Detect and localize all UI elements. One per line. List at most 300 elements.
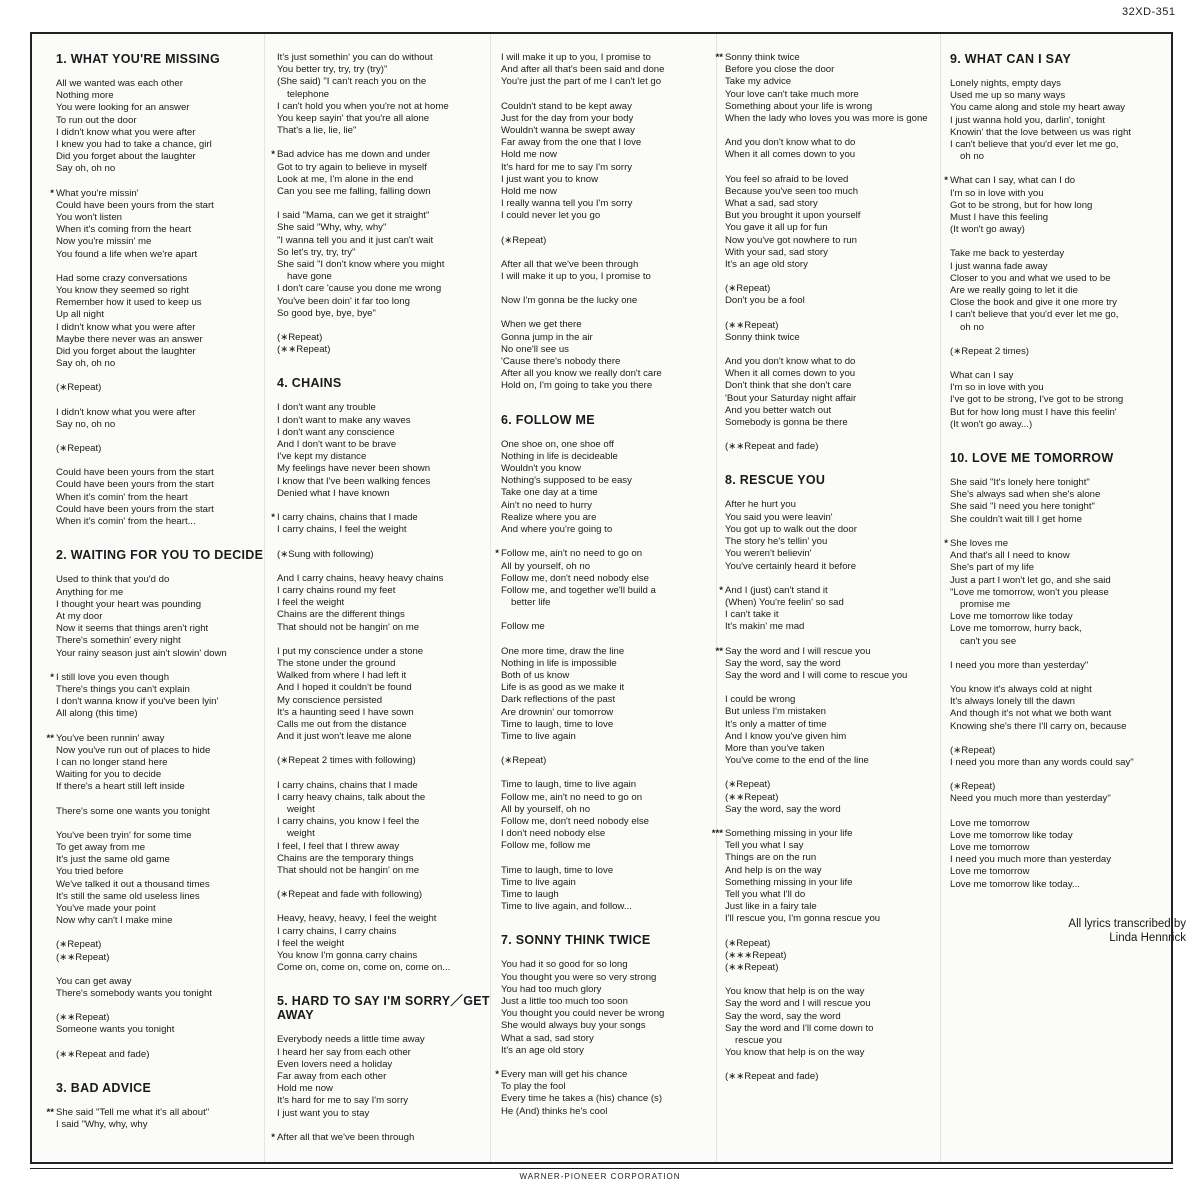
lyric-text: I didn't know what you were after xyxy=(56,126,196,138)
lyric-line xyxy=(56,407,276,419)
lyric-line xyxy=(715,645,945,658)
lyric-text: You're just the part of me I can't let go xyxy=(501,76,662,88)
lyric-text: And I don't want to be brave xyxy=(277,439,397,451)
lyric-line xyxy=(725,380,945,392)
lyric-text: To get away from me xyxy=(56,841,146,853)
lyric-line xyxy=(277,913,497,925)
lyric-text: Just a little too much too soon xyxy=(501,995,628,1007)
stanza-break xyxy=(56,395,276,407)
lyric-line xyxy=(950,200,1170,212)
lyric-line xyxy=(56,224,276,236)
lyric-line xyxy=(501,332,721,344)
lyric-line xyxy=(725,792,945,804)
lyric-line xyxy=(725,852,945,864)
lyric-text: You were looking for an answer xyxy=(56,102,190,114)
lyric-line xyxy=(944,537,1170,550)
lyric-line xyxy=(56,976,276,988)
lyric-text: When it's comin' from the heart xyxy=(56,491,188,503)
lyric-line xyxy=(277,76,497,88)
lyric-text: Before you close the door xyxy=(725,64,835,76)
lyric-text: I need you more than any words could say" xyxy=(950,756,1134,768)
lyric-text: After he hurt you xyxy=(725,499,796,511)
lyric-text: What can I say, what can I do xyxy=(950,175,1076,187)
lyric-line xyxy=(277,938,497,950)
lyric-line xyxy=(277,719,497,731)
lyric-text: Waiting for you to decide xyxy=(56,769,162,781)
lyric-text: I carry chains, I feel the weight xyxy=(277,524,407,536)
lyric-line xyxy=(950,745,1170,757)
lyric-line xyxy=(56,346,276,358)
lyric-text: Everybody needs a little time away xyxy=(277,1034,425,1046)
lyric-line xyxy=(277,1071,497,1083)
stanza-break xyxy=(277,901,497,913)
lyric-text: It's always lonely till the dawn xyxy=(950,696,1076,708)
lyric-text: (∗∗Repeat and fade) xyxy=(56,1048,150,1060)
lyric-line xyxy=(56,648,276,660)
lyric-text: I don't need nobody else xyxy=(501,828,606,840)
lyric-text: Every time he takes a (his) chance (s) xyxy=(501,1093,663,1105)
lyric-text: Things are on the run xyxy=(725,852,817,864)
lyric-text: Nothing's supposed to be easy xyxy=(501,475,632,487)
song-title: 2. WAITING FOR YOU TO DECIDE xyxy=(56,548,264,563)
lyric-line xyxy=(501,380,721,392)
lyric-line xyxy=(501,865,721,877)
lyric-text: I'm so in love with you xyxy=(950,382,1044,394)
lyric-text: Say the word, say the word xyxy=(725,803,841,815)
lyric-line xyxy=(725,1023,945,1035)
lyric-line xyxy=(501,1093,721,1105)
lyric-line xyxy=(56,249,276,261)
lyric-line xyxy=(56,988,276,1000)
lyric-line xyxy=(277,1059,497,1071)
lyric-text: It's makin' me mad xyxy=(725,621,805,633)
lyric-text: I carry chains, you know I feel the xyxy=(277,816,420,828)
lyric-text: I carry chains, chains that I made xyxy=(277,512,418,524)
stanza-break xyxy=(725,926,945,938)
repeat-marker: *** xyxy=(711,827,723,839)
section-spacer xyxy=(277,356,497,376)
lyric-text: Ain't no need to hurry xyxy=(501,499,592,511)
lyric-line xyxy=(501,731,721,743)
stanza-break xyxy=(501,283,721,295)
lyric-text: I don't care 'cause you done me wrong xyxy=(277,283,442,295)
lyric-text: I could never let you go xyxy=(501,210,601,222)
lyric-text: (∗∗Repeat) xyxy=(56,951,110,963)
lyric-text: Life is as good as we make it xyxy=(501,682,625,694)
lyric-line xyxy=(56,903,276,915)
lyric-line xyxy=(277,52,497,64)
lyric-text: (∗∗Repeat) xyxy=(277,344,331,356)
lyric-text: And you better watch out xyxy=(725,404,832,416)
lyric-line xyxy=(501,1020,721,1032)
lyric-line xyxy=(56,309,276,321)
lyric-text: You said you were leavin' xyxy=(725,511,833,523)
lyric-line xyxy=(277,308,497,320)
lyric-text: Every man will get his chance xyxy=(501,1069,628,1080)
lyric-text: have gone xyxy=(287,271,332,283)
section-spacer xyxy=(56,1061,276,1081)
lyric-line xyxy=(56,854,276,866)
lyric-line xyxy=(277,1034,497,1046)
lyric-text: Come on, come on, come on, come on... xyxy=(277,962,451,974)
stanza-break xyxy=(725,573,945,585)
lyric-text: When we get there xyxy=(501,319,582,331)
lyric-text: (∗Repeat) xyxy=(56,443,102,455)
lyric-line xyxy=(56,574,276,586)
lyric-text: At my door xyxy=(56,610,103,622)
lyric-text: There's somebody wants you tonight xyxy=(56,987,212,999)
lyric-text: Just like in a fairy tale xyxy=(725,901,817,913)
lyric-text: "Love me tomorrow, won't you please xyxy=(950,586,1109,598)
lyric-line xyxy=(277,585,497,597)
lyric-line xyxy=(950,623,1170,635)
stanza-break xyxy=(950,358,1170,370)
lyric-line xyxy=(725,222,945,234)
lyric-text: I just wanna fade away xyxy=(950,260,1048,272)
lyric-line xyxy=(56,479,276,491)
lyric-line xyxy=(725,755,945,767)
lyric-text: I've got to be strong, I've got to be strong xyxy=(950,394,1124,406)
lyric-line xyxy=(725,731,945,743)
lyric-line xyxy=(501,295,721,307)
lyric-line xyxy=(725,950,945,962)
lyric-line xyxy=(950,501,1170,513)
lyric-text: Hold me now xyxy=(277,1083,333,1095)
lyric-line xyxy=(725,356,945,368)
lyric-line xyxy=(277,950,497,962)
stanza-break xyxy=(725,271,945,283)
lyric-text: (∗∗Repeat) xyxy=(725,791,779,803)
song-title: 5. HARD TO SAY I'M SORRY／GET AWAY xyxy=(277,994,490,1023)
lyric-line xyxy=(501,125,721,137)
lyric-text: (∗Sung with following) xyxy=(277,548,374,560)
lyric-text: When it all comes down to you xyxy=(725,149,856,161)
lyric-line xyxy=(501,658,721,670)
lyric-text: It's just the same old game xyxy=(56,854,170,866)
lyric-text: I carry chains, chains that I made xyxy=(277,779,418,791)
lyric-line xyxy=(277,283,497,295)
lyric-line xyxy=(56,516,276,528)
stanza-break xyxy=(950,806,1170,818)
lyric-text: Chains are the different things xyxy=(277,609,405,621)
lyric-text: Tell you what I say xyxy=(725,840,804,852)
lyric-text: (When) You're feelin' so sad xyxy=(725,596,844,608)
lyric-text: You came along and stole my heart away xyxy=(950,102,1126,114)
lyric-text: Don't think that she don't care xyxy=(725,380,852,392)
lyric-line xyxy=(950,309,1170,321)
lyric-line xyxy=(56,587,276,599)
stanza-break xyxy=(56,1000,276,1012)
lyric-line xyxy=(501,996,721,1008)
lyric-line xyxy=(277,707,497,719)
publisher-footer: WARNER-PIONEER CORPORATION xyxy=(519,1172,681,1181)
lyric-line xyxy=(277,841,497,853)
lyrics-column-3 xyxy=(495,52,721,1118)
lyric-text: (∗∗Repeat) xyxy=(725,961,779,973)
repeat-marker: * xyxy=(495,1069,499,1080)
lyric-line xyxy=(950,818,1170,830)
lyric-line xyxy=(56,467,276,479)
repeat-marker: * xyxy=(495,548,499,560)
lyric-text: My conscience persisted xyxy=(277,694,383,706)
lyric-text: That should not be hangin' on me xyxy=(277,621,420,633)
repeat-marker: * xyxy=(271,1131,275,1143)
lyric-text: Sonny think twice xyxy=(725,331,800,343)
lyric-text: Love me tomorrow like today... xyxy=(950,878,1080,890)
lyric-line xyxy=(725,986,945,998)
lyric-text: Say no, oh no xyxy=(56,418,116,430)
section-spacer xyxy=(501,913,721,933)
lyric-line xyxy=(725,719,945,731)
lyric-line xyxy=(725,694,945,706)
lyric-text: I know that I've been walking fences xyxy=(277,475,431,487)
lyric-line xyxy=(495,1069,721,1081)
lyric-text: I can no longer stand here xyxy=(56,756,168,768)
lyric-text: I thought your heart was pounding xyxy=(56,598,202,610)
lyric-text: More than you've taken xyxy=(725,742,825,754)
stanza-break xyxy=(501,743,721,755)
lyric-line xyxy=(725,210,945,222)
credit-name: Linda Hennrick xyxy=(1109,932,1186,944)
lyric-text: (∗∗Repeat and fade) xyxy=(725,441,819,453)
lyric-line xyxy=(277,962,497,974)
lyric-line xyxy=(277,259,497,271)
lyric-line xyxy=(725,247,945,259)
lyric-line xyxy=(501,463,721,475)
lyric-text: Had some crazy conversations xyxy=(56,272,188,284)
lyric-text: You gave it all up for fun xyxy=(725,222,828,234)
lyric-text: Follow me xyxy=(501,621,545,633)
lyric-text: Follow me, don't need nobody else xyxy=(501,572,649,584)
repeat-marker: ** xyxy=(46,1106,54,1118)
lyric-line xyxy=(501,621,721,633)
lyric-line xyxy=(725,548,945,560)
stanza-break xyxy=(277,320,497,332)
lyric-text: Did you forget about the laughter xyxy=(56,346,196,358)
lyric-line xyxy=(725,512,945,524)
lyric-text: Look at me, I'm alone in the end xyxy=(277,173,414,185)
lyric-line xyxy=(950,696,1170,708)
lyric-text: Close the book and give it one more try xyxy=(950,297,1117,309)
lyric-text: Hold me now xyxy=(501,149,557,161)
lyric-line xyxy=(501,1045,721,1057)
lyric-text: And it just won't leave me alone xyxy=(277,731,412,743)
lyric-line xyxy=(950,599,1170,611)
lyric-text: (It won't go away...) xyxy=(950,418,1033,430)
stanza-break xyxy=(277,500,497,512)
lyric-text: Just for the day from your body xyxy=(501,112,634,124)
lyric-text: Did you forget about the laughter xyxy=(56,151,196,163)
lyric-line xyxy=(725,877,945,889)
lyric-line xyxy=(277,926,497,938)
lyric-line xyxy=(277,186,497,198)
lyric-line xyxy=(501,901,721,913)
lyric-text: I didn't know what you were after xyxy=(56,406,196,418)
lyric-text: Say the word and I will rescue you xyxy=(725,645,871,657)
lyric-line xyxy=(501,719,721,731)
lyric-line xyxy=(725,743,945,755)
lyric-text: Time to laugh xyxy=(501,888,559,900)
repeat-marker: ** xyxy=(46,732,54,744)
lyric-text: She said "It's lonely here tonight" xyxy=(950,477,1090,489)
lyric-line xyxy=(725,64,945,76)
lyric-text: Could have been yours from the start xyxy=(56,199,214,211)
lyric-line xyxy=(50,187,276,200)
lyric-text: I put my conscience under a stone xyxy=(277,645,424,657)
lyric-line xyxy=(711,827,945,840)
lyric-line xyxy=(501,235,721,247)
repeat-marker: * xyxy=(719,584,723,596)
repeat-marker: * xyxy=(944,537,948,549)
lyric-line xyxy=(725,405,945,417)
lyric-text: I need you more than yesterday" xyxy=(950,659,1089,671)
transcription-credit xyxy=(1006,917,1186,945)
lyric-text: I'm so in love with you xyxy=(950,187,1044,199)
lyric-text: And I carry chains, heavy heavy chains xyxy=(277,572,444,584)
stanza-break xyxy=(56,927,276,939)
stanza-break xyxy=(725,634,945,646)
lyric-line xyxy=(277,415,497,427)
song-title: 10. LOVE ME TOMORROW xyxy=(950,451,1114,466)
lyric-text: (∗∗Repeat) xyxy=(725,319,779,331)
lyric-line xyxy=(725,804,945,816)
lyric-text: oh no xyxy=(960,321,985,333)
lyric-text: Denied what I have known xyxy=(277,487,390,499)
lyric-line xyxy=(277,402,497,414)
lyric-line xyxy=(950,879,1170,891)
lyric-text: You can get away xyxy=(56,975,132,987)
lyric-text: Knowing she's there I'll carry on, because xyxy=(950,720,1127,732)
lyric-text: It's still the same old useless lines xyxy=(56,890,200,902)
lyric-line xyxy=(725,670,945,682)
lyric-line xyxy=(725,101,945,113)
lyric-line xyxy=(56,151,276,163)
lyric-text: She's part of my life xyxy=(950,562,1034,574)
lyric-text: (It won't go away) xyxy=(950,224,1025,236)
lyric-line xyxy=(725,901,945,913)
stanza-break xyxy=(950,769,1170,781)
lyric-line xyxy=(725,889,945,901)
lyric-line xyxy=(725,113,945,125)
lyric-line xyxy=(56,139,276,151)
lyric-line xyxy=(950,419,1170,431)
lyric-text: We've talked it out a thousand times xyxy=(56,878,210,890)
lyric-line xyxy=(56,273,276,285)
lyric-text: (∗Repeat) xyxy=(725,937,771,949)
lyric-line xyxy=(725,840,945,852)
lyric-text: "I wanna tell you and it just can't wait xyxy=(277,234,434,246)
stanza-break xyxy=(950,236,1170,248)
lyric-text: Gonna jump in the air xyxy=(501,331,593,343)
lyric-text: Wouldn't wanna be swept away xyxy=(501,125,635,137)
lyric-line xyxy=(501,368,721,380)
lyric-text: Take one day at a time xyxy=(501,487,598,499)
lyric-text: If there's a heart still left inside xyxy=(56,781,185,793)
lyric-text: Far away from the one that I love xyxy=(501,137,642,149)
lyric-line xyxy=(501,707,721,719)
lyric-line xyxy=(950,382,1170,394)
lyric-text: But unless I'm mistaken xyxy=(725,706,827,718)
section-spacer xyxy=(56,528,276,548)
lyric-text: (∗Repeat) xyxy=(277,332,323,344)
lyric-line xyxy=(277,64,497,76)
repeat-marker: * xyxy=(50,187,54,199)
lyric-line xyxy=(725,332,945,344)
lyric-line xyxy=(950,188,1170,200)
lyric-text: Your love can't take much more xyxy=(725,88,859,100)
stanza-break xyxy=(277,634,497,646)
lyric-text: Somebody is gonna be there xyxy=(725,417,848,429)
lyric-line xyxy=(501,585,721,597)
lyric-text: I just wanna hold you, darlin', tonight xyxy=(950,114,1105,126)
lyric-line xyxy=(56,806,276,818)
lyric-line xyxy=(950,562,1170,574)
lyric-line xyxy=(277,162,497,174)
lyric-text: I can't believe that you'd ever let me go, xyxy=(950,309,1119,321)
lyric-text: Love me tomorrow like today xyxy=(950,611,1073,623)
lyric-line xyxy=(950,212,1170,224)
lyric-text: So let's try, try, try" xyxy=(277,246,356,258)
lyric-text: Because you've seen too much xyxy=(725,185,859,197)
lyric-text: There's things you can't explain xyxy=(56,683,190,695)
lyric-line xyxy=(56,297,276,309)
lyric-text: You feel so afraid to be loved xyxy=(725,173,849,185)
lyric-line xyxy=(501,475,721,487)
lyric-line xyxy=(725,621,945,633)
song-title: 1. WHAT YOU'RE MISSING xyxy=(56,52,220,66)
lyric-line xyxy=(501,755,721,767)
lyric-text: I don't want any conscience xyxy=(277,426,395,438)
lyric-line xyxy=(501,804,721,816)
stanza-break xyxy=(56,370,276,382)
stanza-break xyxy=(501,89,721,101)
lyric-text: I carry chains, I carry chains xyxy=(277,925,397,937)
lyric-text: One more time, draw the line xyxy=(501,645,625,657)
lyric-text: It's just somethin' you can do without xyxy=(277,52,433,63)
lyric-line xyxy=(56,200,276,212)
lyric-line xyxy=(501,682,721,694)
lyric-line xyxy=(501,512,721,524)
lyric-text: Say the word and I will come to rescue you xyxy=(725,669,908,681)
lyric-text: It's hard for me to say I'm sorry xyxy=(277,1095,409,1107)
lyric-text: Follow me, ain't no need to go on xyxy=(501,548,643,560)
lyric-text: And help is on the way xyxy=(725,864,822,876)
stanza-break xyxy=(56,818,276,830)
stanza-break xyxy=(725,125,945,137)
stanza-break xyxy=(277,743,497,755)
stanza-break xyxy=(725,162,945,174)
lyric-text: rescue you xyxy=(735,1035,782,1046)
lyric-line xyxy=(277,865,497,877)
lyric-text: After all you know we really don't care xyxy=(501,368,662,380)
section-spacer xyxy=(501,393,721,413)
stanza-break xyxy=(501,1057,721,1069)
stanza-break xyxy=(501,247,721,259)
lyric-text: You've been runnin' away xyxy=(56,732,165,744)
lyric-text: Say the word, say the word xyxy=(725,657,841,669)
stanza-break xyxy=(725,816,945,828)
lyric-text: Knowin' that the love between us was right xyxy=(950,126,1132,138)
lyric-text: And where you're going to xyxy=(501,524,613,536)
lyric-text: When it's coming from the heart xyxy=(56,224,192,236)
lyric-line xyxy=(950,793,1170,805)
lyric-text: I feel the weight xyxy=(277,597,345,609)
lyric-line xyxy=(501,439,721,451)
lyric-text: You better try, try, try (try)" xyxy=(277,64,388,76)
lyric-line xyxy=(950,394,1170,406)
song-title: 8. RESCUE YOU xyxy=(725,473,826,488)
lyric-text: Follow me, follow me xyxy=(501,840,591,852)
